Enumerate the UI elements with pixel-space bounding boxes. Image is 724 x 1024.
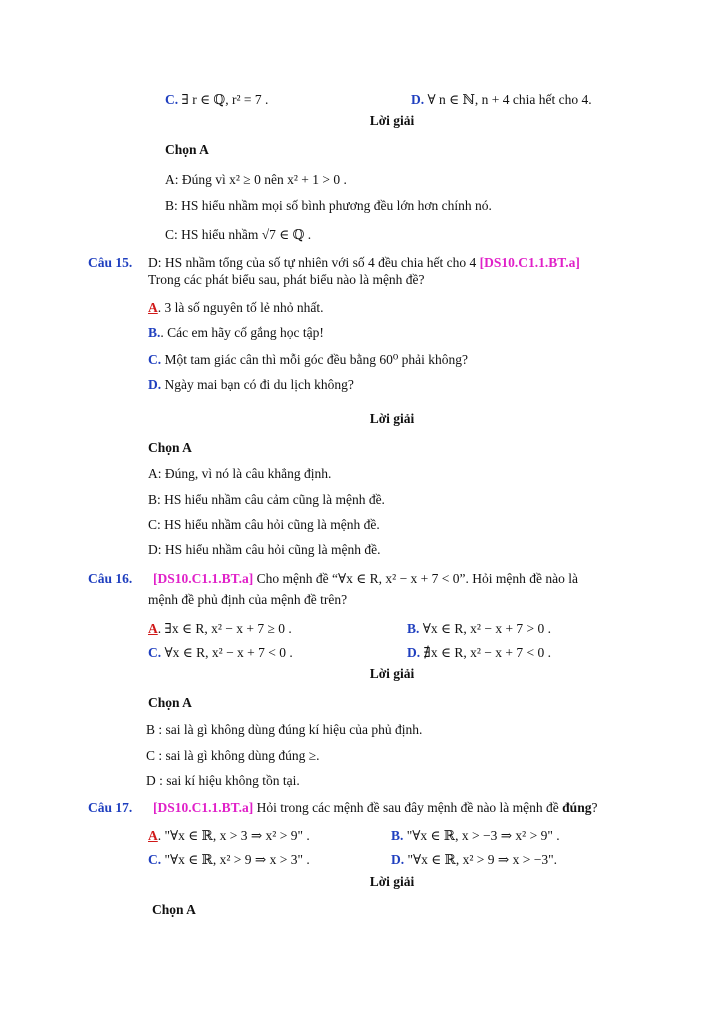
solution-heading: Lời giải xyxy=(369,666,415,681)
question-text xyxy=(153,800,597,816)
option-text: ∄x ∈ R, x² − x + 7 < 0 . xyxy=(420,645,551,660)
option-label: B. xyxy=(391,828,404,843)
question-text: Trong các phát biểu sau, phát biểu nào là mệnh đề? xyxy=(148,272,425,287)
question-text-part: D: HS nhầm tổng của số tự nhiên với số 4 đều chia hết cho 4 xyxy=(148,255,477,270)
option-label: C. xyxy=(148,645,162,660)
option-a xyxy=(148,621,292,637)
option-label: A xyxy=(148,621,158,636)
option-text: . 3 là số nguyên tố lẻ nhỏ nhất. xyxy=(157,300,324,315)
explanation-line: B: HS hiểu nhầm câu cảm cũng là mệnh đề. xyxy=(148,492,385,507)
question-text-end: ? xyxy=(591,800,598,815)
explanation-line: C: HS hiểu nhầm câu hỏi cũng là mệnh đề. xyxy=(148,517,380,532)
explanation-line: D : sai kí hiệu không tồn tại. xyxy=(146,773,300,788)
question-text xyxy=(148,255,580,271)
question-tag: [DS10.C1.1.BT.a] xyxy=(153,571,254,586)
option-text: . ∃x ∈ R, x² − x + 7 ≥ 0 . xyxy=(157,621,292,636)
solution-heading: Lời giải xyxy=(369,874,415,889)
option-c xyxy=(148,645,293,661)
option-label: D. xyxy=(391,852,405,867)
option-c xyxy=(148,352,468,368)
option-a xyxy=(148,828,310,844)
option-d xyxy=(391,852,557,868)
explanation-line: C : sai là gì không dùng đúng ≥. xyxy=(146,748,320,763)
option-text: . Các em hãy cố gắng học tập! xyxy=(160,325,324,340)
choose-answer: Chọn A xyxy=(152,902,196,917)
explanation-line: B : sai là gì không dùng đúng kí hiệu của phủ định. xyxy=(146,722,423,737)
option-text: ∀x ∈ R, x² − x + 7 > 0 . xyxy=(419,621,552,636)
question-tag: [DS10.C1.1.BT.a] xyxy=(479,255,580,270)
choose-answer: Chọn A xyxy=(165,142,209,157)
explanation-line: A: Đúng vì x² ≥ 0 nên x² + 1 > 0 . xyxy=(165,172,347,187)
option-text: "∀x ∈ ℝ, x² > 9 ⇒ x > 3" . xyxy=(161,852,310,867)
option-a xyxy=(148,300,323,316)
option-label: B. xyxy=(407,621,420,636)
option-label: B. xyxy=(148,325,161,340)
explanation-line: C: HS hiểu nhầm √7 ∈ ℚ . xyxy=(165,227,312,242)
explanation-line: B: HS hiểu nhầm mọi số bình phương đều lớn hơn chính nó. xyxy=(165,198,492,213)
question-number: Câu 17. xyxy=(88,800,133,815)
option-d xyxy=(148,377,354,393)
option-b xyxy=(148,325,324,341)
option-text: ∃ r ∈ ℚ, r² = 7 . xyxy=(181,92,269,107)
question-text-emphasis: đúng xyxy=(562,800,592,815)
option-label: A xyxy=(148,300,158,315)
solution-heading: Lời giải xyxy=(369,113,415,128)
option-d xyxy=(407,645,551,661)
option-text: Ngày mai bạn có đi du lịch không? xyxy=(161,377,354,392)
option-text: ∀ n ∈ ℕ, n + 4 chia hết cho 4. xyxy=(427,92,592,107)
option-label: C. xyxy=(148,852,162,867)
question-text-part: Hỏi trong các mệnh đề sau đây mệnh đề nào là mệnh đề xyxy=(253,800,563,815)
choose-answer: Chọn A xyxy=(148,695,192,710)
question-text-part: Cho mệnh đề “∀x ∈ R, x² − x + 7 < 0”. Hỏi mệnh đề nào là xyxy=(253,571,578,586)
choose-answer: Chọn A xyxy=(148,440,192,455)
option-text: ∀x ∈ R, x² − x + 7 < 0 . xyxy=(161,645,293,660)
option-text: "∀x ∈ ℝ, x > −3 ⇒ x² > 9" . xyxy=(403,828,560,843)
solution-heading: Lời giải xyxy=(369,411,415,426)
option-text: "∀x ∈ ℝ, x² > 9 ⇒ x > −3". xyxy=(404,852,557,867)
option-c xyxy=(165,92,268,108)
option-text: . "∀x ∈ ℝ, x > 3 ⇒ x² > 9" . xyxy=(157,828,310,843)
question-text: mệnh đề phủ định của mệnh đề trên? xyxy=(148,592,348,607)
option-text: Một tam giác cân thì mỗi góc đều bằng 60⁰ phải không? xyxy=(161,352,468,367)
option-c xyxy=(148,852,310,868)
question-number: Câu 15. xyxy=(88,255,133,270)
option-b xyxy=(407,621,551,637)
option-b xyxy=(391,828,560,844)
option-label: D. xyxy=(407,645,421,660)
question-text xyxy=(153,571,578,587)
option-d xyxy=(411,92,592,108)
explanation-line: D: HS hiểu nhầm câu hỏi cũng là mệnh đề. xyxy=(148,542,381,557)
question-number: Câu 16. xyxy=(88,571,133,586)
option-label: C. xyxy=(148,352,162,367)
question-tag: [DS10.C1.1.BT.a] xyxy=(153,800,254,815)
option-label: C. xyxy=(165,92,179,107)
option-label: A xyxy=(148,828,158,843)
option-label: D. xyxy=(411,92,425,107)
explanation-line: A: Đúng, vì nó là câu khẳng định. xyxy=(148,466,332,481)
option-label: D. xyxy=(148,377,162,392)
